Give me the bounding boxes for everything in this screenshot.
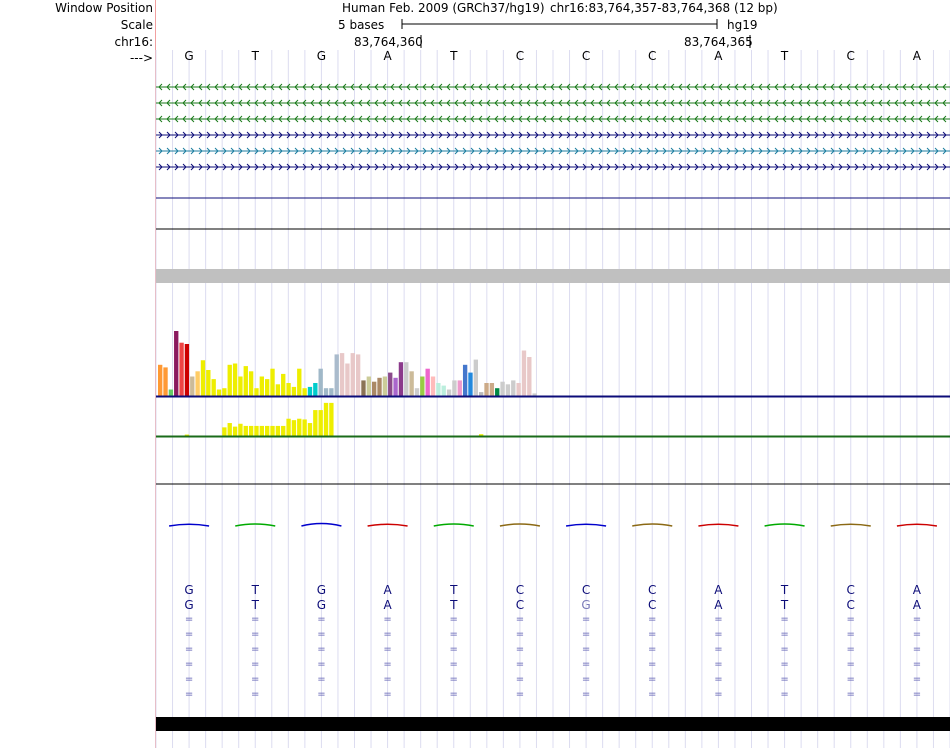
- gtex-bar: [319, 410, 323, 436]
- alignment-base: =: [846, 629, 855, 640]
- alignment-base: =: [251, 644, 260, 655]
- assembly-text: Human Feb. 2009 (GRCh37/hg19): [342, 1, 545, 15]
- alignment-base: =: [184, 659, 194, 670]
- alignment-base: =: [383, 689, 392, 700]
- alignment-base: =: [581, 644, 591, 655]
- gtex-bar: [436, 383, 440, 396]
- alignment-base: =: [449, 689, 458, 700]
- gtex-bar: [244, 426, 248, 436]
- chrom-label: chr16:: [114, 35, 153, 49]
- gtex-bar: [249, 371, 253, 396]
- gtex-bar: [174, 331, 178, 396]
- gtex-bar: [479, 392, 483, 396]
- omim-bar: [156, 269, 950, 283]
- alignment-base: A: [912, 583, 922, 597]
- alignment-base: =: [648, 659, 657, 670]
- gtex-bar: [329, 388, 333, 396]
- gtex-bar: [404, 362, 408, 396]
- gtex-bar: [292, 387, 296, 396]
- gtex-bar: [270, 426, 274, 436]
- alignment-base: =: [449, 659, 458, 670]
- gtex-bar: [185, 344, 189, 396]
- gtex-bar: [228, 423, 232, 436]
- alignment-base: T: [251, 583, 259, 597]
- alignment-base: =: [317, 629, 326, 640]
- gtex-bar: [222, 427, 226, 436]
- alignment-base: =: [648, 614, 657, 625]
- gtex-bar: [500, 382, 504, 396]
- alignment-base: =: [383, 674, 392, 685]
- gtex-bar: [308, 387, 312, 396]
- alignment-base: G: [316, 583, 327, 597]
- gtex-bar: [313, 410, 317, 436]
- gtex-bar: [442, 386, 446, 396]
- gtex-bar: [254, 426, 258, 436]
- gtex-bar: [254, 388, 258, 396]
- alignment-base: =: [912, 644, 922, 655]
- gtex-bar: [490, 383, 494, 396]
- alignment-base: =: [780, 659, 789, 670]
- strand-arrow-label: --->: [129, 51, 153, 65]
- gtex-bar: [217, 390, 221, 397]
- alignment-base: =: [714, 644, 723, 655]
- alignment-base: =: [184, 644, 194, 655]
- gtex-bar: [281, 426, 285, 436]
- alignment-base: =: [581, 659, 591, 670]
- alignment-base: G: [581, 598, 591, 612]
- gtex-bar: [452, 380, 456, 396]
- alignment-base: =: [714, 689, 723, 700]
- alignment-base: =: [383, 644, 392, 655]
- alignment-base: =: [317, 614, 326, 625]
- coord-left: 83,764,360: [354, 35, 423, 49]
- base-letter: C: [581, 49, 591, 63]
- alignment-base: =: [780, 644, 789, 655]
- gtex-bar: [163, 367, 167, 396]
- alignment-base: =: [912, 659, 922, 670]
- alignment-base: =: [449, 629, 458, 640]
- gtex-bar: [383, 377, 387, 397]
- alignment-base: =: [780, 689, 789, 700]
- alignment-base: =: [714, 629, 723, 640]
- alignment-base: A: [383, 583, 392, 597]
- alignment-base: =: [515, 644, 525, 655]
- gtex-bar: [302, 388, 306, 396]
- gtex-bar: [345, 364, 349, 397]
- gtex-bar: [335, 354, 339, 396]
- gtex-bar: [297, 369, 301, 396]
- gtex-bar: [351, 353, 355, 396]
- alignment-base: =: [383, 629, 392, 640]
- gtex-bar: [233, 364, 237, 397]
- base-letter: G: [184, 49, 194, 63]
- alignment-base: =: [846, 614, 855, 625]
- gtex-bar: [244, 366, 248, 396]
- alignment-base: =: [317, 689, 326, 700]
- alignment-base: T: [780, 598, 789, 612]
- alignment-base: T: [450, 598, 458, 612]
- alignment-base: =: [912, 689, 922, 700]
- alignment-base: =: [515, 674, 525, 685]
- alignment-base: =: [317, 659, 326, 670]
- base-letter: A: [714, 49, 723, 63]
- gtex-bar: [409, 371, 413, 396]
- gtex-bar: [377, 378, 381, 396]
- alignment-base: C: [648, 598, 657, 612]
- gtex-bar: [270, 369, 274, 396]
- gtex-bar: [286, 419, 290, 436]
- gtex-bar: [265, 426, 269, 436]
- alignment-base: =: [648, 689, 657, 700]
- scale-label: Scale: [120, 18, 153, 32]
- alignment-base: =: [251, 629, 260, 640]
- alignment-base: =: [251, 674, 260, 685]
- gtex-bar: [201, 360, 205, 396]
- gtex-bar: [495, 388, 499, 396]
- alignment-base: =: [581, 614, 591, 625]
- gtex-bar: [297, 419, 301, 436]
- gtex-bar: [308, 423, 312, 436]
- gtex-bar: [356, 354, 360, 396]
- gtex-bar: [474, 360, 478, 396]
- alignment-base: C: [846, 598, 855, 612]
- alignment-base: =: [780, 614, 789, 625]
- gtex-bar: [276, 426, 280, 436]
- gtex-bar: [329, 403, 333, 436]
- gtex-bar: [276, 384, 280, 396]
- alignment-base: C: [515, 598, 525, 612]
- gtex-bar: [228, 365, 232, 396]
- gtex-bar: [169, 390, 173, 397]
- gtex-bar: [158, 365, 162, 396]
- gtex-bar: [367, 377, 371, 397]
- alignment-base: =: [648, 644, 657, 655]
- alignment-base: =: [846, 674, 855, 685]
- repeatmasker-bar: [156, 717, 950, 731]
- alignment-base: =: [581, 689, 591, 700]
- gtex-bar: [393, 378, 397, 396]
- base-letter: A: [383, 49, 392, 63]
- alignment-base: =: [184, 614, 194, 625]
- alignment-base: =: [648, 674, 657, 685]
- gtex-bar: [265, 379, 269, 396]
- gtex-bar: [388, 373, 392, 396]
- gtex-bar: [313, 383, 317, 396]
- gtex-bar: [463, 365, 467, 396]
- gtex-bar: [522, 351, 526, 397]
- alignment-base: C: [846, 583, 855, 597]
- alignment-base: =: [383, 614, 392, 625]
- alignment-base: C: [581, 583, 591, 597]
- alignment-base: =: [317, 644, 326, 655]
- alignment-base: =: [714, 659, 723, 670]
- gtex-bar: [260, 426, 264, 436]
- alignment-base: A: [714, 598, 723, 612]
- gtex-bar: [238, 424, 242, 436]
- alignment-base: =: [251, 659, 260, 670]
- alignment-base: =: [912, 629, 922, 640]
- alignment-base: =: [648, 629, 657, 640]
- base-letter: C: [846, 49, 855, 63]
- alignment-base: =: [515, 659, 525, 670]
- gtex-bar: [324, 403, 328, 436]
- base-letter: G: [316, 49, 327, 63]
- alignment-base: G: [316, 598, 327, 612]
- base-letter: T: [450, 49, 458, 63]
- alignment-base: =: [449, 644, 458, 655]
- alignment-base: =: [515, 614, 525, 625]
- base-letter: T: [251, 49, 259, 63]
- gtex-bar: [420, 377, 424, 397]
- alignment-base: C: [648, 583, 657, 597]
- alignment-base: =: [515, 629, 525, 640]
- alignment-base: =: [184, 689, 194, 700]
- gtex-bar: [190, 377, 194, 397]
- alignment-base: =: [515, 689, 525, 700]
- alignment-base: =: [251, 614, 260, 625]
- alignment-base: =: [581, 674, 591, 685]
- alignment-base: =: [317, 674, 326, 685]
- gtex-bar: [340, 353, 344, 396]
- gtex-bar: [302, 419, 306, 436]
- alignment-base: =: [714, 614, 723, 625]
- alignment-base: G: [184, 598, 194, 612]
- scale-text: 5 bases: [338, 18, 385, 32]
- alignment-base: =: [449, 614, 458, 625]
- position-text: chr16:83,764,357-83,764,368 (12 bp): [550, 1, 778, 15]
- alignment-base: =: [184, 629, 194, 640]
- alignment-base: A: [714, 583, 723, 597]
- alignment-base: =: [383, 659, 392, 670]
- gtex-bar: [426, 369, 430, 396]
- alignment-base: =: [581, 629, 591, 640]
- gtex-bar: [447, 390, 451, 397]
- gtex-bar: [372, 382, 376, 396]
- alignment-base: =: [846, 644, 855, 655]
- alignment-base: =: [780, 629, 789, 640]
- gtex-bar: [324, 388, 328, 396]
- alignment-base: G: [184, 583, 194, 597]
- alignment-base: =: [184, 674, 194, 685]
- gtex-bar: [249, 426, 253, 436]
- gtex-bar: [527, 357, 531, 396]
- gtex-bar: [399, 362, 403, 396]
- alignment-base: A: [383, 598, 392, 612]
- gtex-bar: [468, 373, 472, 396]
- alignment-base: =: [846, 689, 855, 700]
- gtex-bar: [458, 380, 462, 396]
- gtex-bar: [431, 377, 435, 397]
- base-letter: T: [780, 49, 789, 63]
- gtex-bar: [506, 384, 510, 396]
- db-text: hg19: [727, 18, 758, 32]
- gtex-bar: [260, 377, 264, 397]
- gtex-bar: [415, 388, 419, 396]
- gtex-bar: [212, 379, 216, 396]
- alignment-base: =: [912, 674, 922, 685]
- alignment-base: T: [251, 598, 259, 612]
- alignment-base: =: [449, 674, 458, 685]
- gtex-bar: [179, 343, 183, 396]
- base-letter: C: [515, 49, 525, 63]
- alignment-base: A: [912, 598, 922, 612]
- base-letter: C: [648, 49, 657, 63]
- coord-right: 83,764,365: [684, 35, 753, 49]
- alignment-base: =: [912, 614, 922, 625]
- gtex-bar: [206, 370, 210, 396]
- gtex-bar: [222, 388, 226, 396]
- gtex-bar: [195, 371, 199, 396]
- alignment-base: =: [714, 674, 723, 685]
- gtex-bar: [511, 380, 515, 396]
- gtex-bar: [286, 383, 290, 396]
- gtex-bar: [238, 377, 242, 397]
- gtex-bar: [292, 420, 296, 436]
- gtex-bar: [319, 369, 323, 396]
- alignment-base: T: [780, 583, 789, 597]
- gtex-bar: [233, 427, 237, 436]
- alignment-base: =: [846, 659, 855, 670]
- gtex-bar: [361, 380, 365, 396]
- alignment-base: =: [780, 674, 789, 685]
- gtex-bar: [484, 383, 488, 396]
- base-letter: A: [912, 49, 922, 63]
- window-position-label: Window Position: [55, 1, 153, 15]
- alignment-base: T: [450, 583, 458, 597]
- gtex-bar: [516, 383, 520, 396]
- alignment-base: C: [515, 583, 525, 597]
- alignment-base: =: [251, 689, 260, 700]
- gtex-bar: [281, 374, 285, 396]
